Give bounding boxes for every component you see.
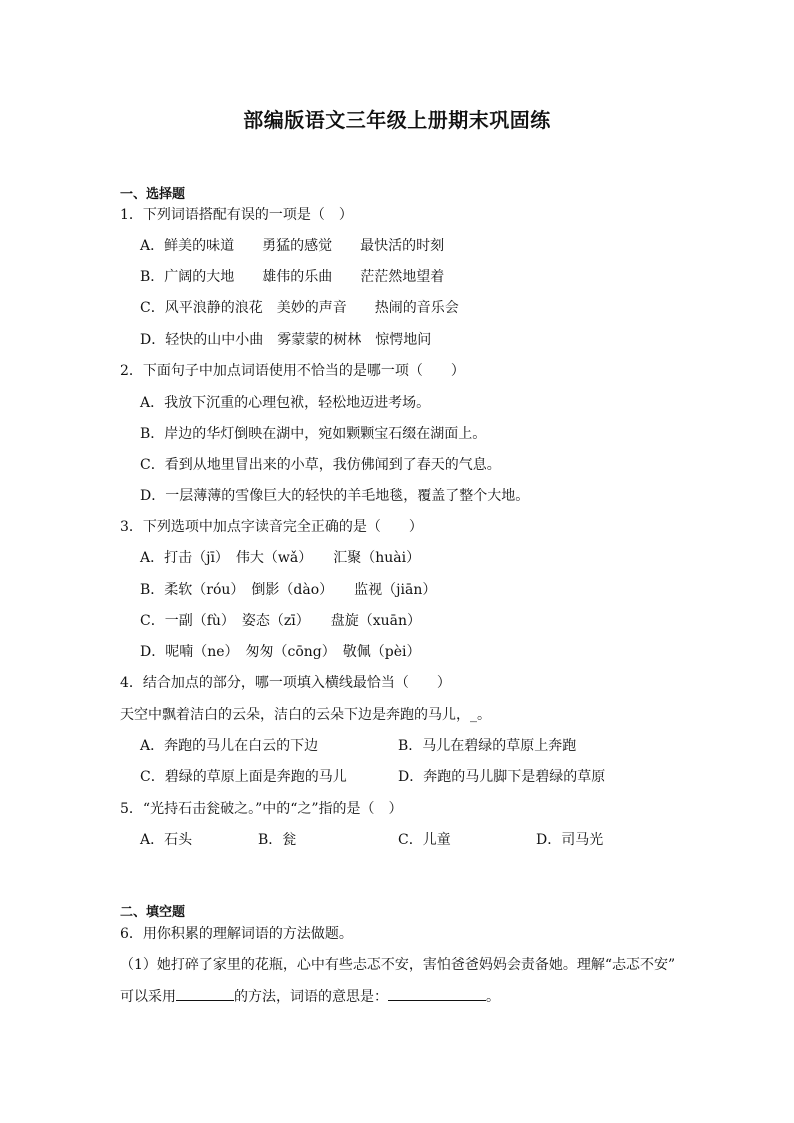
question-4-context: 天空中飘着洁白的云朵，洁白的云朵下边是奔跑的马儿，_。: [120, 707, 491, 723]
question-5-option-c: C．儿童: [398, 832, 451, 848]
question-6-part-1: （1）她打碎了家里的花瓶，心中有些忐忑不安，害怕爸爸妈妈会责备她。理解“忐忑不安”: [120, 957, 676, 973]
question-1-option-b: B．广阔的大地 雄伟的乐曲 茫茫然地望着: [140, 269, 445, 285]
question-3-option-a: A．打击（jī） 伟大（wǎ） 汇聚（huài）: [140, 550, 421, 566]
question-4-option-a: A．奔跑的马儿在白云的下边: [140, 738, 319, 754]
method-blank[interactable]: [176, 986, 234, 1001]
question-5-option-a: A．石头: [140, 832, 193, 848]
question-6-part-1-answer-line: [120, 986, 500, 1007]
section-heading-fill: 二、填空题: [120, 905, 186, 920]
question-4-option-b: B．马儿在碧绿的草原上奔跑: [398, 738, 577, 754]
section-heading-choice: 一、选择题: [120, 187, 186, 202]
question-3-option-d: D．呢喃（ne） 匆匆（cōng） 敬佩（pèi）: [140, 644, 421, 660]
question-5-stem: 5．“光持石击瓮破之。”中的“之”指的是（ ）: [120, 801, 403, 817]
question-5-option-b: B．瓮: [258, 832, 297, 848]
question-2-option-c: C．看到从地里冒出来的小草，我仿佛闻到了春天的气息。: [140, 457, 501, 473]
question-1-option-c: C．风平浪静的浪花 美妙的声音 热闹的音乐会: [140, 300, 459, 316]
page-title: 部编版语文三年级上册期末巩固练: [243, 108, 551, 132]
question-1-option-d: D．轻快的山中小曲 雾蒙蒙的树林 惊愕地问: [140, 332, 432, 348]
question-2-option-a: A．我放下沉重的心理包袱，轻松地迈进考场。: [140, 395, 431, 411]
question-3-stem: 3．下列选项中加点字读音完全正确的是（ ）: [120, 519, 423, 535]
question-1-stem: 1．下列词语搭配有误的一项是（ ）: [120, 207, 353, 223]
question-4-option-d: D．奔跑的马儿脚下是碧绿的草原: [398, 769, 606, 785]
question-2-stem: 2．下面句子中加点词语使用不恰当的是哪一项（ ）: [120, 363, 465, 379]
question-3-option-b: B．柔软（róu） 倒影（dào） 监视（jiān）: [140, 582, 437, 598]
question-3-option-c: C．一副（fù） 姿态（zī） 盘旋（xuān）: [140, 613, 422, 629]
question-2-option-d: D．一层薄薄的雪像巨大的轻快的羊毛地毯，覆盖了整个大地。: [140, 488, 530, 504]
answer-middle: 的方法，词语的意思是：: [234, 989, 388, 1005]
question-6-stem: 6．用你积累的理解词语的方法做题。: [120, 926, 353, 942]
meaning-blank[interactable]: [388, 986, 486, 1001]
answer-prefix: 可以采用: [120, 989, 176, 1005]
question-5-option-d: D．司马光: [536, 832, 604, 848]
question-1-option-a: A．鲜美的味道 勇猛的感觉 最快活的时刻: [140, 238, 445, 254]
question-4-stem: 4．结合加点的部分，哪一项填入横线最恰当（ ）: [120, 675, 451, 691]
answer-suffix: 。: [486, 989, 500, 1005]
question-2-option-b: B．岸边的华灯倒映在湖中，宛如颗颗宝石缀在湖面上。: [140, 426, 487, 442]
question-4-option-c: C．碧绿的草原上面是奔跑的马儿: [140, 769, 347, 785]
